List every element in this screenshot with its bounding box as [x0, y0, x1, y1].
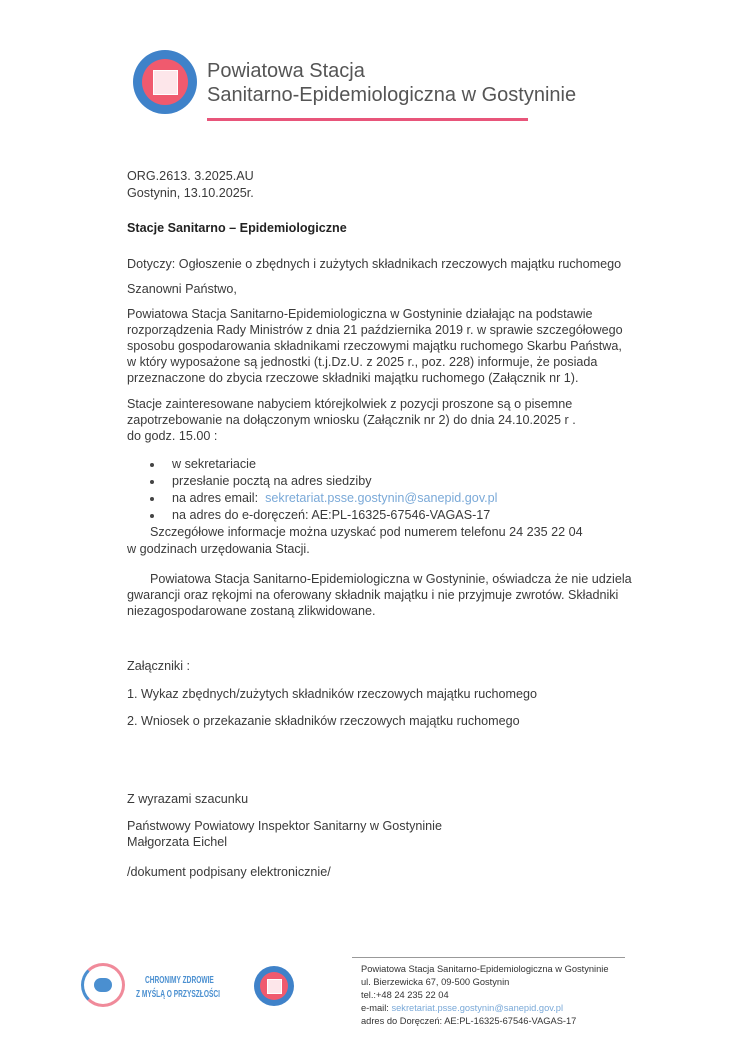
- footer-email-line: [361, 1002, 563, 1014]
- place-date: Gostynin, 13.10.2025r.: [127, 186, 254, 200]
- bullet-icon: [150, 480, 154, 484]
- header-divider: [207, 118, 528, 121]
- subject: Dotyczy: Ogłoszenie o zbędnych i zużytych składnikach rzeczowych majątku ruchomego: [127, 257, 622, 271]
- footer-phone: tel.:+48 24 235 22 04: [361, 990, 449, 1000]
- slogan-line2: Z MYŚLĄ O PRZYSZŁOŚCI: [136, 989, 220, 1000]
- bullet-item: w sekretariacie: [172, 457, 256, 471]
- salutation: Szanowni Państwo,: [127, 282, 237, 296]
- email-link[interactable]: sekretariat.psse.gostynin@sanepid.gov.pl: [265, 491, 498, 505]
- psse-logo: [133, 50, 197, 114]
- email-prefix: na adres email:: [172, 491, 266, 505]
- bullet-icon: [150, 514, 154, 518]
- footer-divider: [352, 957, 625, 958]
- bullet-icon: [150, 463, 154, 467]
- footer-org: Powiatowa Stacja Sanitarno-Epidemiologiczna w Gostyninie: [361, 964, 609, 974]
- footer-email-label: e-mail:: [361, 1003, 392, 1013]
- health-campaign-logo: [81, 963, 125, 1007]
- paragraph1-line: w który wyposażone są jednostki (t.j.Dz.U. z 2025 r., poz. 228) informuje, że posiada: [127, 355, 598, 369]
- reference-number: ORG.2613. 3.2025.AU: [127, 169, 254, 183]
- slogan-line1: CHRONIMY ZDROWIE: [145, 975, 214, 986]
- attachment-item: 1. Wykaz zbędnych/zużytych składników rzeczowych majątku ruchomego: [127, 687, 538, 701]
- bullet-item: przesłanie pocztą na adres siedziby: [172, 474, 372, 488]
- bullet-icon: [150, 497, 154, 501]
- paragraph1-line: rozporządzenia Rady Ministrów z dnia 21 października 2019 r. w sprawie szczegółowego: [127, 323, 623, 337]
- addressee: Stacje Sanitarno – Epidemiologiczne: [127, 221, 347, 235]
- paragraph1-line: przeznaczone do zbycia rzeczowe składniki majątku ruchomego (Załącznik nr 1).: [127, 371, 579, 385]
- paragraph3-line: niezagospodarowane zostaną zlikwidowane.: [127, 604, 376, 618]
- contact-line: w godzinach urzędowania Stacji.: [127, 542, 310, 556]
- paragraph2-line: Stacje zainteresowane nabyciem którejkolwiek z pozycji proszone są o pisemne: [127, 397, 573, 411]
- attachment-item: 2. Wniosek o przekazanie składników rzeczowych majątku ruchomego: [127, 714, 520, 728]
- paragraph1-line: Powiatowa Stacja Sanitarno-Epidemiologiczna w Gostyninie działając na podstawie: [127, 307, 593, 321]
- footer-email-link[interactable]: sekretariat.psse.gostynin@sanepid.gov.pl: [391, 1003, 564, 1013]
- bullet-item: [172, 491, 497, 506]
- footer-edelivery: adres do Doręczeń: AE:PL-16325-67546-VAGAS-17: [361, 1016, 577, 1026]
- signatory-position: Państwowy Powiatowy Inspektor Sanitarny w Gostyninie: [127, 819, 442, 833]
- paragraph3-line: Powiatowa Stacja Sanitarno-Epidemiologiczna w Gostyninie, oświadcza że nie udziela: [150, 572, 632, 586]
- contact-line: Szczegółowe informacje można uzyskać pod numerem telefonu 24 235 22 04: [150, 525, 583, 539]
- paragraph2-line: zapotrzebowanie na dołączonym wniosku (Załącznik nr 2) do dnia 24.10.2025 r .: [127, 413, 576, 427]
- signatory-name: Małgorzata Eichel: [127, 835, 228, 849]
- closing-regards: Z wyrazami szacunku: [127, 792, 249, 806]
- signature-note: /dokument podpisany elektronicznie/: [127, 865, 331, 879]
- bullet-item: na adres do e-doręczeń: AE:PL-16325-67546-VAGAS-17: [172, 508, 491, 522]
- paragraph3-line: gwarancji oraz rękojmi na oferowany składnik majątku i nie przyjmuje zwrotów. Składniki: [127, 588, 619, 602]
- paragraph2-line: do godz. 15.00 :: [127, 429, 218, 443]
- footer-address: ul. Bierzewicka 67, 09-500 Gostynin: [361, 977, 510, 987]
- attachments-label: Załączniki :: [127, 659, 190, 673]
- header-title-line2: Sanitarno-Epidemiologiczna w Gostyninie: [207, 84, 577, 106]
- footer-psse-logo: [254, 966, 294, 1006]
- paragraph1-line: sposobu gospodarowania składnikami rzeczowymi majątku ruchomego Skarbu Państwa,: [127, 339, 622, 353]
- header-title-line1: Powiatowa Stacja: [207, 60, 365, 82]
